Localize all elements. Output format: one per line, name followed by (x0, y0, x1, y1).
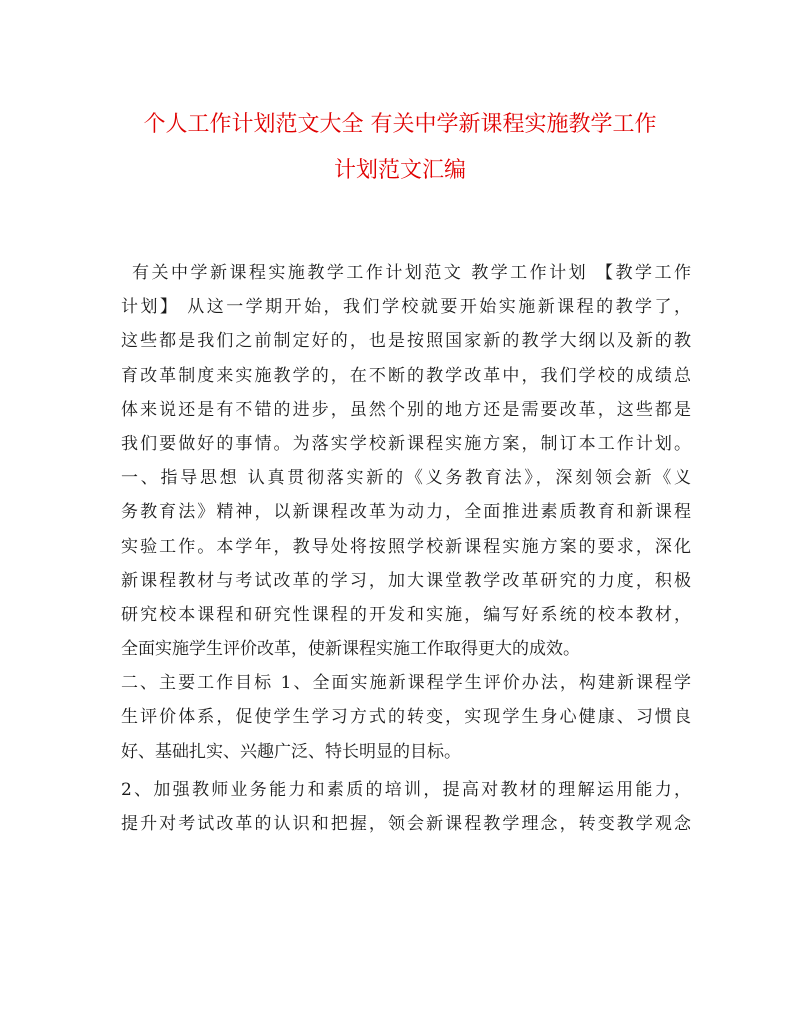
body-line: 好、基础扎实、兴趣广泛、特长明显的目标。 (121, 741, 461, 762)
body-line: 务教育法》精神，以新课程改革为动力，全面推进素质教育和新课程 (121, 502, 691, 523)
body-line: 这些都是我们之前制定好的，也是按照国家新的教学大纲以及新的教 (121, 331, 691, 352)
body-line: 实验工作。本学年，教导处将按照学校新课程实施方案的要求，深化 (121, 536, 691, 557)
body-line: 体来说还是有不错的进步，虽然个别的地方还是需要改革，这些都是 (121, 399, 691, 420)
body-line: 提升对考试改革的认识和把握，领会新课程教学理念，转变教学观念 (121, 814, 691, 834)
body-line: 二、主要工作目标 1、全面实施新课程学生评价办法，构建新课程学 (121, 673, 691, 694)
body-line: 计划】 从这一学期开始，我们学校就要开始实施新课程的教学了， (121, 297, 691, 318)
body-line: 2、加强教师业务能力和素质的培训，提高对教材的理解运用能力， (121, 779, 691, 800)
body-line: 生评价体系，促使学生学习方式的转变，实现学生身心健康、习惯良 (121, 707, 691, 728)
document-title (100, 102, 700, 194)
body-line: 我们要做好的事情。为落实学校新课程实施方案，制订本工作计划。 (121, 433, 691, 454)
body-line: 新课程教材与考试改革的学习，加大课堂教学改革研究的力度，积极 (121, 570, 691, 591)
document-body (121, 256, 691, 841)
title-line: 个人工作计划范文大全 有关中学新课程实施教学工作 (143, 112, 657, 137)
body-line: 全面实施学生评价改革，使新课程实施工作取得更大的成效。 (121, 639, 580, 660)
body-line: 研究校本课程和研究性课程的开发和实施，编写好系统的校本教材， (121, 604, 691, 625)
body-line: 有关中学新课程实施教学工作计划范文 教学工作计划 【教学工作 (132, 263, 691, 283)
body-line: 一、指导思想 认真贯彻落实新的《义务教育法》，深刻领会新《义 (121, 468, 691, 489)
title-line: 计划范文汇编 (333, 158, 466, 183)
body-line: 育改革制度来实施教学的，在不断的教学改革中，我们学校的成绩总 (121, 365, 691, 386)
